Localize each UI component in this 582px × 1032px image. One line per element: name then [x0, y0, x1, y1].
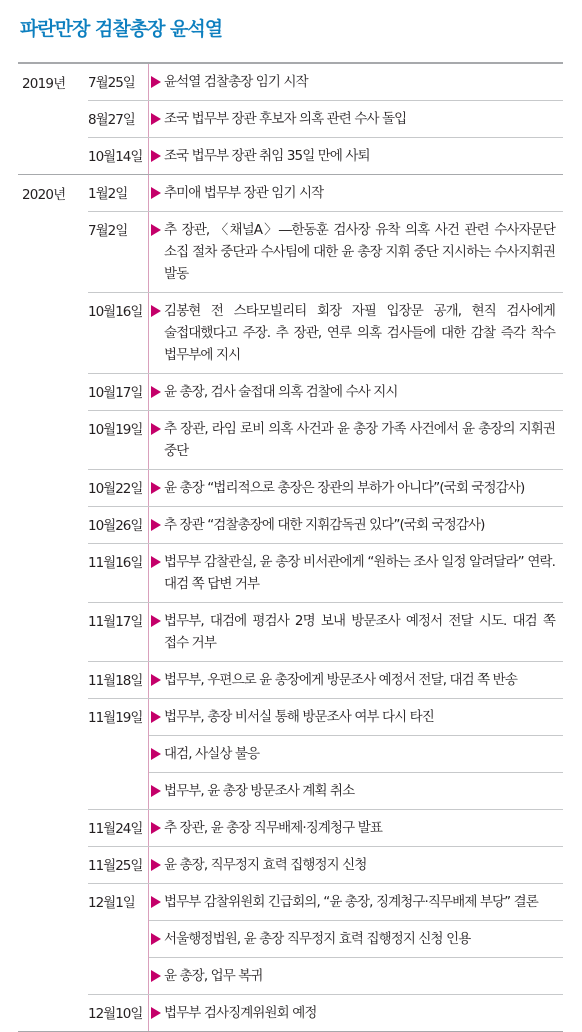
event-items [148, 603, 563, 661]
event-text: 추 장관, 라임 로비 의혹 사건과 윤 총장 가족 사건에서 윤 총장의 지휘권 중단 [164, 421, 555, 459]
event-items [148, 175, 563, 211]
event-items [148, 138, 563, 174]
event-item [149, 175, 563, 211]
event-row [88, 292, 563, 373]
event-item [149, 735, 563, 772]
event-item [149, 374, 563, 410]
event-text: 조국 법무부 장관 취임 35일 만에 사퇴 [164, 148, 370, 164]
event-items [148, 212, 563, 292]
event-date: 11월25일 [88, 858, 143, 874]
triangle-right-icon [151, 482, 161, 494]
event-text: 윤 총장, 직무정지 효력 집행정지 신청 [164, 857, 367, 873]
event-date: 10월19일 [88, 422, 143, 438]
triangle-right-icon [151, 113, 161, 125]
event-row [88, 506, 563, 543]
event-date: 11월16일 [88, 555, 143, 571]
event-row [88, 994, 563, 1031]
event-items [148, 293, 563, 373]
triangle-right-icon [151, 76, 161, 88]
event-row [88, 883, 563, 994]
event-text: 법무부 감찰관실, 윤 총장 비서관에게 “원하는 조사 일정 알려달라” 연락. 대검 쪽 답변 거부 [164, 554, 555, 592]
triangle-right-icon [151, 386, 161, 398]
event-date: 10월16일 [88, 304, 143, 320]
event-date: 11월18일 [88, 673, 143, 689]
event-date: 7월2일 [88, 223, 128, 239]
event-items [148, 544, 563, 602]
event-item [149, 470, 563, 506]
triangle-right-icon [151, 896, 161, 908]
triangle-right-icon [151, 1007, 161, 1019]
event-row [88, 809, 563, 846]
event-list [88, 64, 563, 174]
event-item [149, 603, 563, 661]
event-date: 11월19일 [88, 710, 143, 726]
year-block [18, 175, 563, 1032]
year-label: 2019년 [22, 76, 66, 92]
event-row [88, 137, 563, 174]
event-row [88, 661, 563, 698]
event-items [148, 884, 563, 994]
event-date: 10월22일 [88, 481, 143, 497]
event-row [88, 410, 563, 469]
event-item [149, 884, 563, 920]
event-item [149, 138, 563, 174]
event-row [88, 100, 563, 137]
event-date: 12월1일 [88, 895, 135, 911]
event-item [149, 101, 563, 137]
event-date: 10월17일 [88, 385, 143, 401]
triangle-right-icon [151, 711, 161, 723]
triangle-right-icon [151, 224, 161, 236]
event-date: 10월26일 [88, 518, 143, 534]
event-item [149, 957, 563, 994]
triangle-right-icon [151, 859, 161, 871]
event-text: 윤 총장, 검사 술접대 의혹 검찰에 수사 지시 [164, 384, 398, 400]
event-date: 11월24일 [88, 821, 143, 837]
triangle-right-icon [151, 933, 161, 945]
event-text: 법무부, 총장 비서실 통해 방문조사 여부 다시 타진 [164, 709, 434, 725]
event-items [148, 847, 563, 883]
event-text: 법무부, 대검에 평검사 2명 보내 방문조사 예정서 전달 시도. 대검 쪽 접수 거부 [164, 613, 555, 651]
event-date: 11월17일 [88, 614, 143, 630]
event-items [148, 810, 563, 846]
event-items [148, 699, 563, 809]
event-items [148, 507, 563, 543]
page-title: 파란만장 검찰총장 윤석열 [20, 18, 223, 40]
event-items [148, 64, 563, 100]
year-label: 2020년 [22, 187, 66, 203]
event-text: 김봉현 전 스타모빌리티 회장 자필 입장문 공개, 현직 검사에게 술접대했다고 주장. 추 장관, 연루 의혹 검사들에 대한 감찰 즉각 착수 법무부에 지시 [164, 303, 555, 363]
event-date: 7월25일 [88, 75, 135, 91]
event-item [149, 64, 563, 100]
event-item [149, 662, 563, 698]
event-item [149, 293, 563, 373]
event-item [149, 847, 563, 883]
year-block [18, 64, 563, 175]
event-list [88, 175, 563, 1031]
event-items [148, 374, 563, 410]
triangle-right-icon [151, 556, 161, 568]
triangle-right-icon [151, 970, 161, 982]
event-text: 서울행정법원, 윤 총장 직무정지 효력 집행정지 신청 인용 [164, 931, 471, 947]
event-text: 법무부, 윤 총장 방문조사 계획 취소 [164, 783, 355, 799]
event-row [88, 469, 563, 506]
event-item [149, 411, 563, 469]
event-text: 조국 법무부 장관 후보자 의혹 관련 수사 돌입 [164, 111, 407, 127]
event-text: 법무부 감찰위원회 긴급회의, “윤 총장, 징계청구·직무배제 부당” 결론 [164, 894, 538, 910]
event-row [88, 175, 563, 211]
event-item [149, 810, 563, 846]
event-date: 12월10일 [88, 1006, 143, 1022]
event-row [88, 373, 563, 410]
event-text: 추미애 법무부 장관 임기 시작 [164, 185, 324, 201]
event-text: 추 장관 “검찰총장에 대한 지휘감독권 있다”(국회 국정감사) [164, 517, 485, 533]
event-text: 윤석열 검찰총장 임기 시작 [164, 74, 308, 90]
event-text: 대검, 사실상 불응 [164, 746, 260, 762]
triangle-right-icon [151, 674, 161, 686]
triangle-right-icon [151, 748, 161, 760]
triangle-right-icon [151, 822, 161, 834]
event-items [148, 411, 563, 469]
event-row [88, 846, 563, 883]
event-text: 윤 총장, 업무 복귀 [164, 968, 263, 984]
event-item [149, 212, 563, 292]
event-items [148, 662, 563, 698]
triangle-right-icon [151, 187, 161, 199]
event-row [88, 698, 563, 809]
event-item [149, 772, 563, 809]
event-item [149, 995, 563, 1031]
event-text: 법무부 검사징계위원회 예정 [164, 1005, 317, 1021]
triangle-right-icon [151, 305, 161, 317]
event-item [149, 920, 563, 957]
event-text: 윤 총장 “법리적으로 총장은 장관의 부하가 아니다”(국회 국정감사) [164, 480, 525, 496]
event-text: 추 장관, 윤 총장 직무배제·징계청구 발표 [164, 820, 382, 836]
event-date: 1월2일 [88, 186, 128, 202]
event-text: 추 장관, 〈채널A〉―한동훈 검사장 유착 의혹 사건 관련 수사자문단 소집 절차 중단과 수사팀에 대한 윤 총장 지휘 중단 지시하는 수사지휘권 발동 [164, 222, 555, 282]
event-date: 8월27일 [88, 112, 135, 128]
event-items [148, 995, 563, 1031]
event-item [149, 699, 563, 735]
triangle-right-icon [151, 150, 161, 162]
event-text: 법무부, 우편으로 윤 총장에게 방문조사 예정서 전달, 대검 쪽 반송 [164, 672, 517, 688]
event-item [149, 507, 563, 543]
event-row [88, 602, 563, 661]
event-items [148, 101, 563, 137]
event-row [88, 543, 563, 602]
event-item [149, 544, 563, 602]
triangle-right-icon [151, 519, 161, 531]
event-row [88, 211, 563, 292]
event-date: 10월14일 [88, 149, 143, 165]
triangle-right-icon [151, 785, 161, 797]
event-row [88, 64, 563, 100]
event-items [148, 470, 563, 506]
timeline-table [18, 62, 563, 1032]
triangle-right-icon [151, 423, 161, 435]
triangle-right-icon [151, 615, 161, 627]
